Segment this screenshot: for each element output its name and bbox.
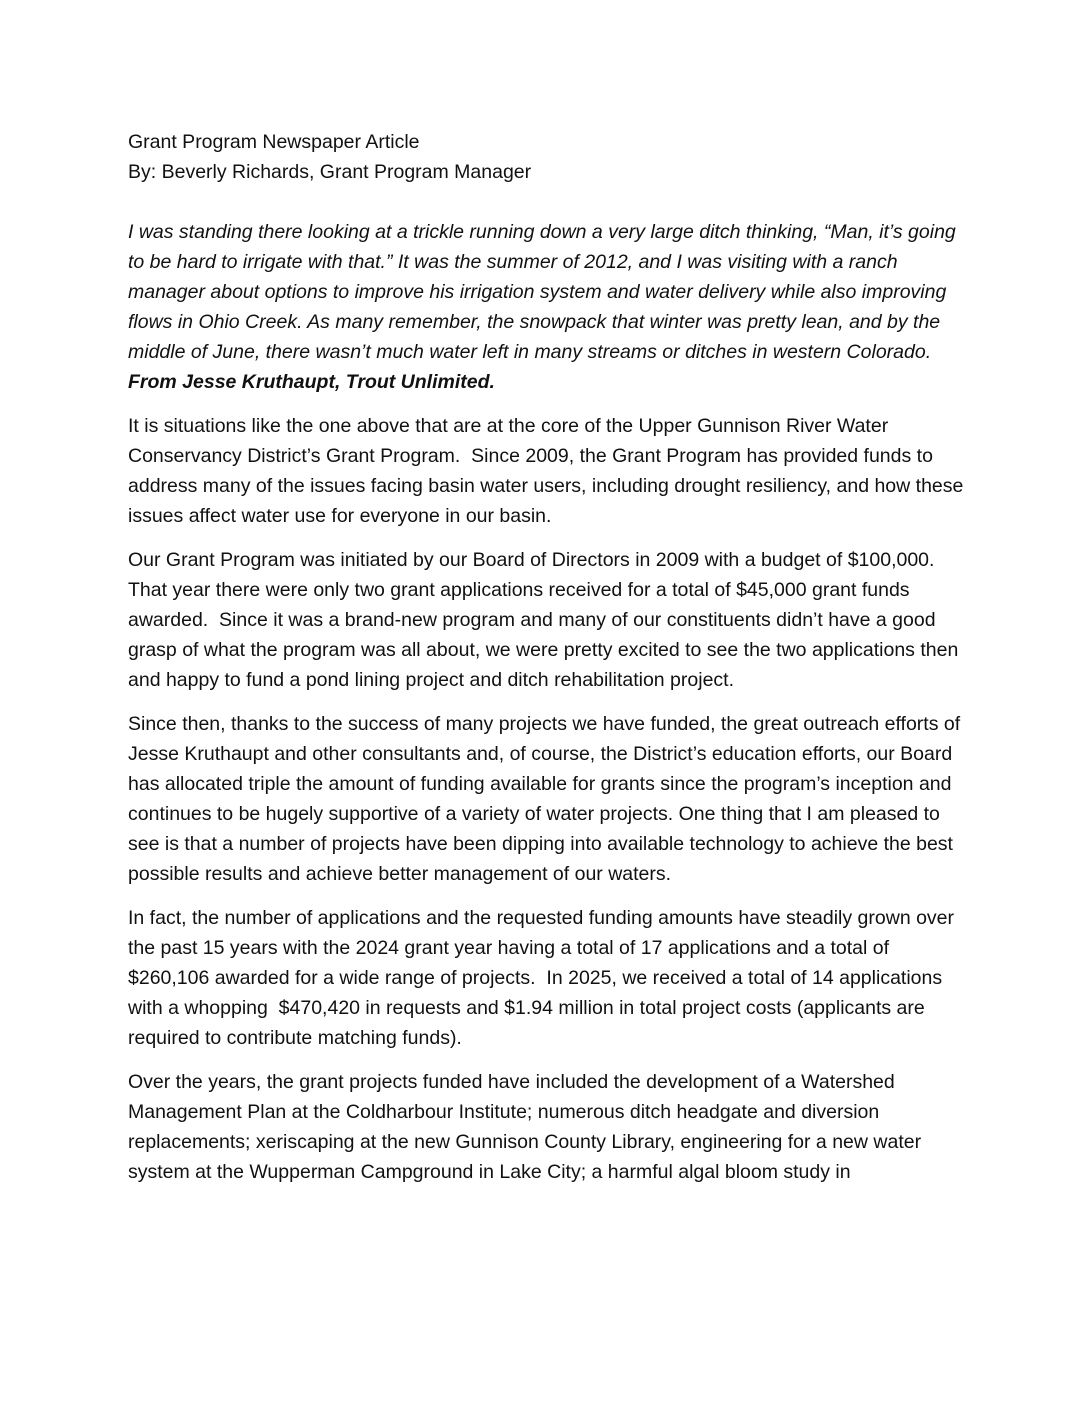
body-paragraph-2: Our Grant Program was initiated by our Board of Directors in 2009 with a budget of $100,000. That year there were only two grant applications received for a total of $45,000 grant funds awarded. Since it was a brand-new program and many of our constituents didn’t have a good grasp of what the program was all about, we were pretty excited to see the two applications then and happy to fund a pond lining project and ditch rehabilitation project. xyxy=(128,549,959,691)
body-paragraph-5: Over the years, the grant projects funded have included the development of a Watershed Management Plan at the Coldharbour Institute; numerous ditch headgate and diversion replacements; xeriscaping at the new Gunnison County Library, engineering for a new water system at the Wupperman Campground in Lake City; a harmful algal bloom study in xyxy=(128,1071,922,1183)
intro-attribution: From Jesse Kruthaupt, Trout Unlimited. xyxy=(128,371,495,393)
intro-quote xyxy=(128,217,964,397)
intro-quote-text: I was standing there looking at a trickle running down a very large ditch thinking, “Man, it’s going to be hard to irrigate with that.” It was the summer of 2012, and I was visiting with a ranch manager about options to improve his irrigation system and water delivery while also improving flows in Ohio Creek. As many remember, the snowpack that winter was pretty lean, and by the middle of June, there wasn’t much water left in many streams or ditches in western Colorado. xyxy=(128,221,956,363)
body-paragraph-4: In fact, the number of applications and the requested funding amounts have steadily grown over the past 15 years with the 2024 grant year having a total of 17 applications and a total of $260,106 awarded for a wide range of projects. In 2025, we received a total of 14 applications with a whopping $470,420 in requests and $1.94 million in total project costs (applicants are required to contribute matching funds). xyxy=(128,907,955,1049)
byline: By: Beverly Richards, Grant Program Manager xyxy=(128,161,532,183)
body-paragraph-3: Since then, thanks to the success of many projects we have funded, the great outreach efforts of Jesse Kruthaupt and other consultants and, of course, the District’s education efforts, our Board has allocated triple the amount of funding available for grants since the program’s inception and continues to be hugely supportive of a variety of water projects. One thing that I am pleased to see is that a number of projects have been dipping into available technology to achieve the best possible results and achieve better management of our waters. xyxy=(128,713,961,885)
document-title: Grant Program Newspaper Article xyxy=(128,131,420,153)
body-paragraph-1: It is situations like the one above that are at the core of the Upper Gunnison River Water Conservancy District’s Grant Program. Since 2009, the Grant Program has provided funds to address many of the issues facing basin water users, including drought resiliency, and how these issues affect water use for everyone in our basin. xyxy=(128,415,964,527)
document-page xyxy=(128,127,964,1187)
